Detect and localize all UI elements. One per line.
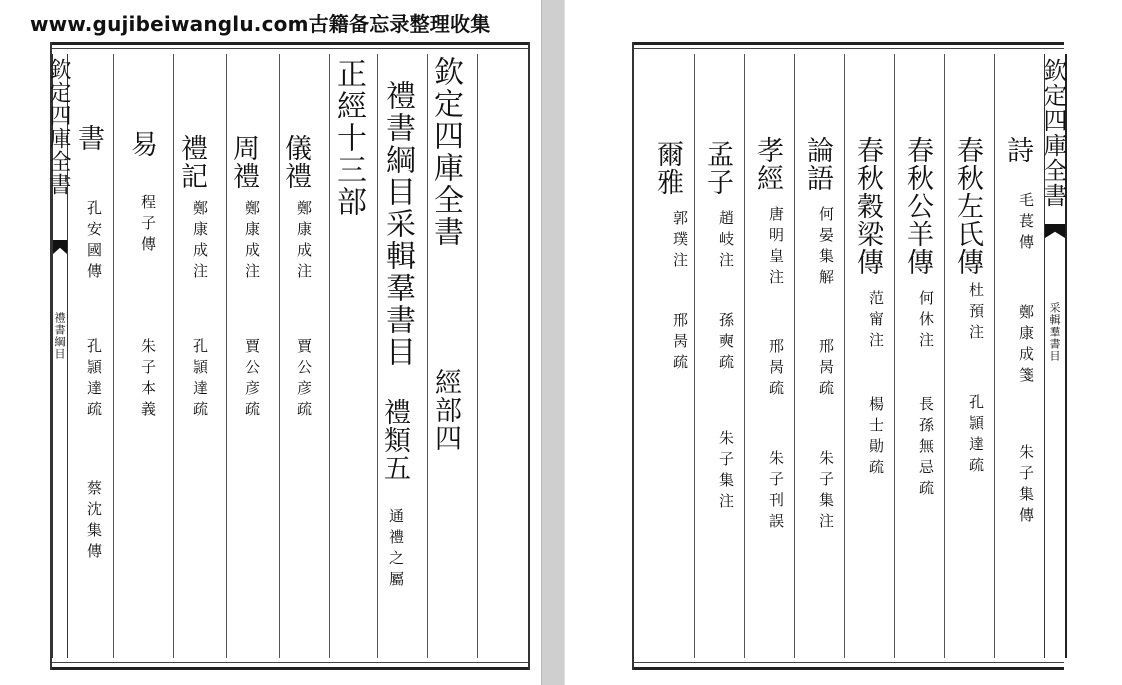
left-spine-title: 欽定四庫全書 xyxy=(46,58,71,196)
entry-note: 鄭康成注 xyxy=(295,200,313,284)
entry-note: 朱子刊誤 xyxy=(767,450,785,534)
entry-note: 孔頴達疏 xyxy=(967,394,985,478)
entry-title: 春秋穀梁傳 xyxy=(852,136,883,276)
entry-title: 易 xyxy=(126,130,157,158)
entry-note: 杜預注 xyxy=(967,282,985,345)
left-page xyxy=(46,42,530,670)
entry-note: 唐明皇注 xyxy=(767,206,785,290)
entry-title: 周禮 xyxy=(228,134,259,190)
left-spine-small: 禮書綱目 xyxy=(53,312,66,360)
entry-note: 鄭康成注 xyxy=(243,200,261,284)
entry-note: 郭璞注 xyxy=(671,210,689,273)
page-divider xyxy=(541,0,565,685)
entry-note: 范甯注 xyxy=(867,290,885,353)
entry-note: 孔頴達疏 xyxy=(191,338,209,422)
section-label: 經部四 xyxy=(430,368,461,452)
frame-top xyxy=(50,42,530,45)
right-spine xyxy=(1039,54,1067,658)
page-subtitle: 禮書綱目采輯羣書目 xyxy=(380,80,415,368)
entry-title: 孝經 xyxy=(752,136,783,192)
entry-note: 楊士勛疏 xyxy=(867,396,885,480)
frame-bottom xyxy=(632,667,1064,670)
right-spine-title: 欽定四庫全書 xyxy=(1039,58,1067,208)
entry-note: 何晏集解 xyxy=(817,206,835,290)
entry-note: 長孫無忌疏 xyxy=(917,396,935,501)
entry-note: 孔頴達疏 xyxy=(85,338,103,422)
entry-note: 孔安國傳 xyxy=(85,200,103,284)
frame-bottom xyxy=(50,667,530,670)
entry-note: 鄭康成注 xyxy=(191,200,209,284)
entry-title: 爾雅 xyxy=(652,140,683,196)
entry-note: 鄭康成箋 xyxy=(1017,304,1035,388)
frame-top xyxy=(632,42,1064,45)
entry-note: 朱子本義 xyxy=(139,338,157,422)
entry-title: 春秋左氏傳 xyxy=(952,136,983,276)
entry-note: 邢昺疏 xyxy=(671,312,689,375)
entry-note: 賈公彦疏 xyxy=(295,338,313,422)
frame-right xyxy=(528,42,530,670)
entry-note: 賈公彦疏 xyxy=(243,338,261,422)
entry-note: 邢昺疏 xyxy=(817,338,835,401)
entry-note: 孫奭疏 xyxy=(717,312,735,375)
right-page xyxy=(632,42,1067,670)
category-note: 通禮之屬 xyxy=(387,508,405,592)
entry-note: 毛萇傳 xyxy=(1017,192,1035,255)
watermark-text: www.gujibeiwanglu.com古籍备忘录整理收集 xyxy=(30,12,491,36)
entry-title: 詩 xyxy=(1002,136,1033,164)
section-heading: 正經十三部 xyxy=(331,58,366,218)
entry-note: 何休注 xyxy=(917,290,935,353)
entry-title: 儀禮 xyxy=(280,134,311,190)
entry-title: 論語 xyxy=(802,136,833,192)
fishtail-mark xyxy=(53,240,67,254)
entry-note: 蔡沈集傳 xyxy=(85,480,103,564)
entry-title: 書 xyxy=(73,124,104,152)
right-spine-small: 采輯羣書目 xyxy=(1048,302,1061,362)
entry-title: 春秋公羊傳 xyxy=(902,136,933,276)
category-label: 禮類五 xyxy=(379,398,410,482)
entry-note: 朱子集注 xyxy=(817,450,835,534)
entry-note: 趙岐注 xyxy=(717,210,735,273)
entry-title: 孟子 xyxy=(702,140,733,196)
fishtail-mark xyxy=(1045,224,1065,238)
entry-note: 程子傳 xyxy=(139,194,157,257)
entry-note: 朱子集注 xyxy=(717,430,735,514)
book-title: 欽定四庫全書 xyxy=(428,56,463,248)
entry-note: 朱子集傳 xyxy=(1017,444,1035,528)
entry-note: 邢昺疏 xyxy=(767,338,785,401)
entry-title: 禮記 xyxy=(176,134,207,190)
